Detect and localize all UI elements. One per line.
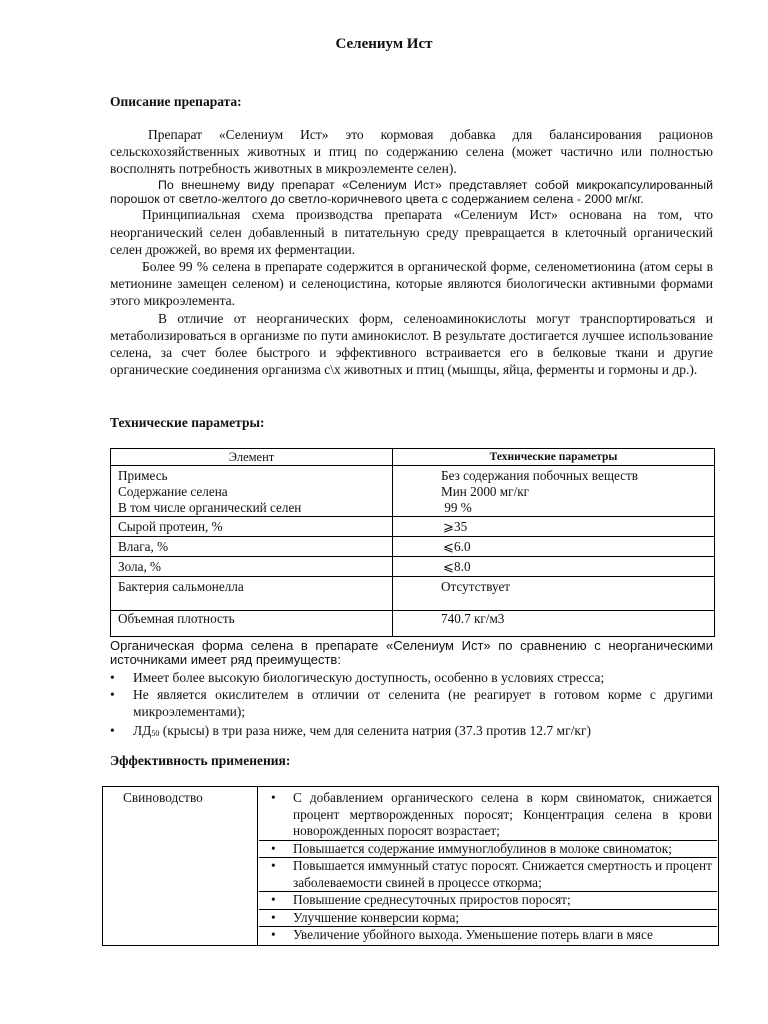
heading-efficiency: Эффективность применения:: [110, 753, 291, 768]
list-item-text: Увеличение убойного выхода. Уменьшение потерь влаги в мясе: [293, 927, 653, 942]
list-item: [259, 788, 717, 841]
bullet-icon: •: [271, 858, 276, 873]
list-item: [259, 892, 717, 910]
list-item: [259, 841, 717, 859]
list-item-text: Повышается содержание иммуноглобулинов в молоке свиноматок;: [293, 840, 672, 856]
benefits-list: [259, 788, 717, 944]
param-value: Отсутствует: [393, 577, 715, 611]
param-name: Содержание селена: [118, 484, 228, 499]
table-row: [111, 466, 715, 517]
column-header-params: Технические параметры: [393, 449, 715, 466]
list-item: [110, 669, 713, 686]
efficiency-table: [102, 786, 719, 946]
table-row: [111, 577, 715, 611]
table-header-row: [111, 449, 715, 466]
sector-cell: Свиноводство: [103, 787, 258, 946]
ld-text: (крысы) в три раза ниже, чем для селенита натрия (37.3 против 12.7 мг/кг): [159, 722, 591, 738]
param-value: Без содержания побочных веществ: [441, 468, 638, 483]
paragraph-5: В отличие от неорганических форм, селеноаминокислоты могут транспортироваться и метаболизироваться в организме по пути аминокислот. В результате достигается лучшее использование селена, за счет более быстрого и эффективного встраивается его в белковые ткани и другие органические соединения организма с\х животных и птиц (мышцы, яйца, ферменты и гормоны и др.).: [110, 310, 713, 378]
param-value: 99 %: [441, 500, 472, 515]
list-item-text: Не является окислителем в отличии от селенита (не реагирует в готовом корме с другими микроэлементами);: [133, 687, 713, 720]
list-item-text: Улучшение конверсии корма;: [293, 909, 460, 925]
ld-prefix: ЛД: [133, 722, 152, 738]
paragraph-2: По внешнему виду препарат «Селениум Ист» представляет собой микрокапсулированный порошок от светло-желтого до светло-коричневого цвета с содержанием селена - 2000 мг/кг.: [110, 177, 713, 207]
benefits-cell: [258, 787, 719, 946]
bullet-icon: •: [271, 892, 276, 907]
paragraph-3: Принципиальная схема производства препарата «Селениум Ист» основана на том, что неорганический селен добавленный в питательную среду превращается в клеточный органический селен дрожжей, во время их ферментации.: [110, 207, 713, 257]
bullet-icon: •: [271, 840, 276, 856]
column-header-element: Элемент: [111, 449, 393, 466]
param-name: Зола, %: [111, 557, 393, 577]
list-item: [259, 927, 717, 944]
list-item-text: Повышается иммунный статус поросят. Снижается смертность и процент заболеваемости свиней в процессе откорма;: [293, 858, 712, 890]
list-item: [110, 686, 713, 720]
param-value: ⩾35: [393, 517, 715, 537]
list-item: [110, 722, 713, 742]
table-cell-names: [111, 466, 393, 517]
table-row: [111, 611, 715, 637]
list-item: [259, 858, 717, 892]
param-name: В том числе органический селен: [118, 500, 302, 515]
bullet-icon: •: [110, 722, 115, 738]
heading-description: Описание препарата:: [110, 94, 242, 109]
technical-parameters-table: [110, 448, 715, 637]
param-value: ⩽8.0: [393, 557, 715, 577]
bullet-icon: •: [271, 790, 276, 805]
param-value: ⩽6.0: [393, 537, 715, 557]
description-text: [110, 126, 713, 378]
param-name: Бактерия сальмонелла: [111, 577, 393, 611]
advantages-list: [110, 669, 713, 742]
bullet-icon: •: [271, 909, 276, 925]
bullet-icon: •: [271, 927, 276, 942]
param-name: Влага, %: [111, 537, 393, 557]
param-name: Объемная плотность: [111, 611, 393, 637]
list-item-text: Повышение среднесуточных приростов поросят;: [293, 892, 571, 907]
list-item-text: Имеет более высокую биологическую доступность, особенно в условиях стресса;: [133, 670, 605, 685]
param-name: Сырой протеин, %: [111, 517, 393, 537]
param-value: 740.7 кг/м3: [393, 611, 715, 637]
param-value: Мин 2000 мг/кг: [441, 484, 530, 499]
heading-technical: Технические параметры:: [110, 415, 265, 430]
ld-subscript: 50: [151, 728, 160, 738]
table-cell-values: [393, 466, 715, 517]
advantages-intro: Органическая форма селена в препарате «Селениум Ист» по сравнению с неорганическими источниками имеет ряд преимуществ:: [110, 638, 713, 667]
paragraph-4: Более 99 % селена в препарате содержится в органической форме, селенометионина (атом серы в метионине замещен селеном) и селеноцистина, которые являются биологически активными формами этого микроэлемента.: [110, 259, 713, 309]
bullet-icon: •: [110, 687, 115, 703]
table-row: [111, 537, 715, 557]
table-row: [111, 517, 715, 537]
param-name: Примесь: [118, 468, 168, 483]
list-item-text: С добавлением органического селена в корм свиноматок, снижается процент мертворожденных поросят; Концентрация селена в крови новорожденных поросят возрастает;: [293, 790, 712, 838]
table-row: [103, 787, 719, 946]
list-item: [259, 910, 717, 928]
document-title: Селениум Ист: [335, 36, 433, 52]
table-row: [111, 557, 715, 577]
bullet-icon: •: [110, 670, 115, 685]
paragraph-1: Препарат «Селениум Ист» это кормовая добавка для балансирования рационов сельскохозяйственных животных и птиц по содержанию селена (может частично или полностью восполнять потребность животных в микроэлементе селен).: [110, 127, 713, 177]
